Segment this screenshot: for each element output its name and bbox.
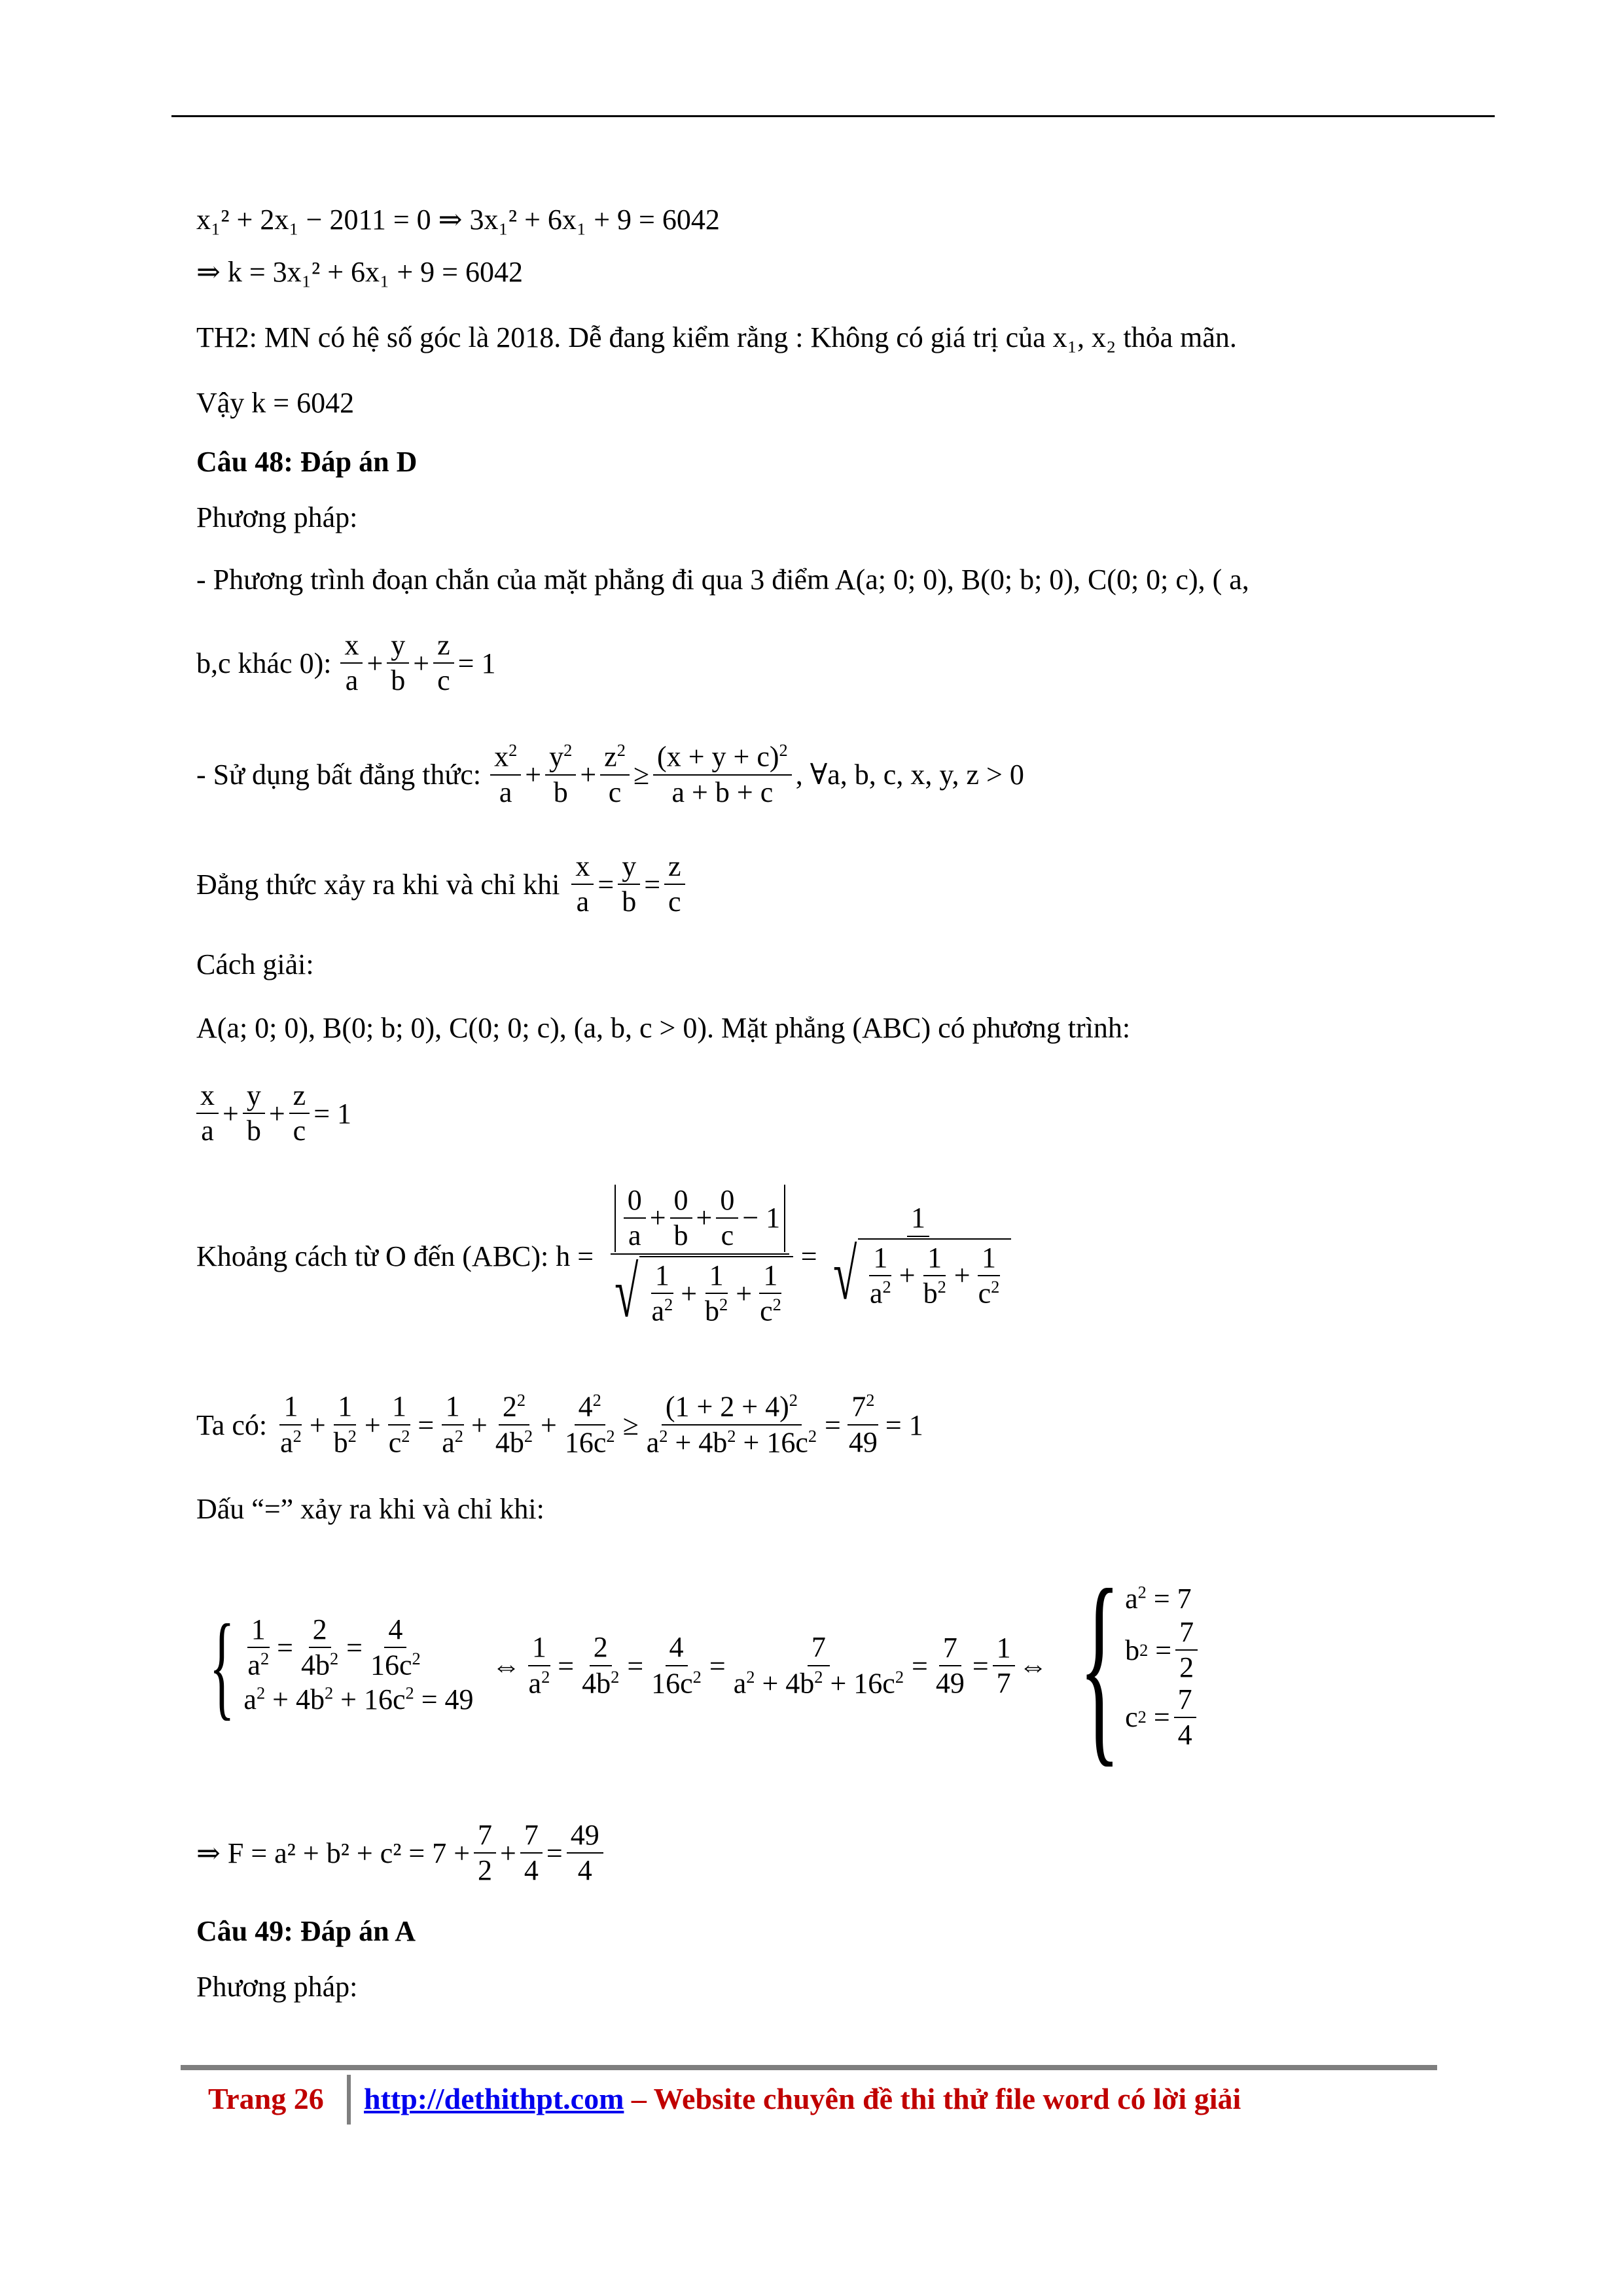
conclusion-line: Vậy k = 6042 bbox=[196, 387, 355, 419]
q48-bullet-2-tail: , ∀a, b, c, x, y, z > 0 bbox=[795, 759, 1024, 791]
q48-dau-label: Dấu “=” xảy ra khi và chỉ khi: bbox=[196, 1493, 544, 1525]
equality-system: { $\frac{1}{a^2}$ = $\frac{2}{4b^2}$ = $\frac{4}{16c^2}$ $a^2 + 4b^2 + 16c^2 = 49$ ⇔ $\frac{1}{a^2}$ = $\frac{2}{4b^2}$ = $\frac{4}{16c^2}$ = $\frac{7}{a^2 + 4b^2 + 16c^2}$ = $\frac{7}{49}$ = $\frac{1}{7}$ ⇔ { $a^2 = 7$ b 2 = $\frac{7}{2}$ c 2 = $\frac{7}{4}$ bbox=[194, 1558, 1202, 1774]
q48-heading: Câu 48: Đáp án D bbox=[196, 446, 418, 478]
footer-page-number: Trang 26 bbox=[208, 2082, 324, 2115]
footer-tagline: – Website chuyên đề thi thử file word có lời giải bbox=[624, 2082, 1241, 2115]
q48-bullet-1: - Phương trình đoạn chắn của mặt phẳng đi qua 3 điểm A(a; 0; 0), B(0; b; 0), C(0; 0; c), ( a, bbox=[196, 564, 1249, 596]
q48-taco-label: Ta có: bbox=[196, 1408, 268, 1441]
q49-method-label: Phương pháp: bbox=[196, 1971, 358, 2003]
inequality-line: - Sử dụng bất đẳng thức: $\frac{x^2}{a}$ + $\frac{y^2}{b}$ + $\frac{z^2}{c}$ ≥ $\frac{(x + y + c)^2}{a + b + c}$ , ∀a, b, c, x, y, z > 0 bbox=[196, 740, 1024, 809]
footer-text bbox=[364, 2081, 1241, 2116]
footer-bar bbox=[181, 2065, 1437, 2070]
header-rule bbox=[171, 115, 1495, 117]
th2-line: TH2: MN có hệ số góc là 2018. Dễ đang kiểm rằng : Không có giá trị của x₁, x₂ thỏa mãn. bbox=[196, 321, 1237, 353]
q48-bullet-1-cont: b,c khác 0): bbox=[196, 647, 332, 679]
q48-bullet-2: - Sử dụng bất đẳng thức: bbox=[196, 759, 482, 791]
footer-url-link[interactable]: http://dethithpt.com bbox=[364, 2082, 624, 2115]
result-line: ⇒ F = a² + b² + c² = 7 + $\frac{7}{2}$ + $\frac{7}{4}$ = $\frac{49}{4}$ bbox=[196, 1820, 607, 1887]
q48-equality-label: Đẳng thức xảy ra khi và chỉ khi bbox=[196, 868, 560, 901]
q48-method-label: Phương pháp: bbox=[196, 501, 358, 533]
equation-line-2: ⇒ k = 3x₁² + 6x₁ + 9 = 6042 bbox=[196, 256, 523, 288]
taco-inequality: Ta có: $\frac{1}{a^2}$ + $\frac{1}{b^2}$ + $\frac{1}{c^2}$ = $\frac{1}{a^2}$ + $\frac{2^2}{4b^2}$ + $\frac{4^2}{16c^2}$ ≥ $\frac{(1 + 2 + 4)^2}{a^2 + 4b^2 + 16c^2}$ = $\frac{7^2}{49}$ = 1 bbox=[196, 1390, 923, 1459]
footer-divider bbox=[347, 2075, 351, 2125]
distance-formula: Khoảng cách từ O đến (ABC): h = $\frac{0}{a}$ + $\frac{0}{b}$ + $\frac{0}{c}$ − 1 √ $\frac{1}{a^2}$ + $\frac{1}{b^2}$ + $\frac{1}{c^2}$ = 1 √ $\frac{1}{a^2}$ + $\frac{1}{b^2}$ + $\frac{1}{c^2}$ bbox=[196, 1185, 1019, 1328]
q48-solution-label: Cách giải: bbox=[196, 948, 314, 980]
equation-line-1: x₁² + 2x₁ − 2011 = 0 ⇒ 3x₁² + 6x₁ + 9 = 6042 bbox=[196, 204, 720, 236]
q48-distance-label: Khoảng cách từ O đến (ABC): h = bbox=[196, 1240, 594, 1272]
plane-equation: $\frac{x}{a}$ + $\frac{y}{b}$ + $\frac{z}{c}$ = 1 bbox=[196, 1080, 351, 1147]
q48-result: ⇒ F = a² + b² + c² = 7 + bbox=[196, 1837, 471, 1869]
equality-condition: Đẳng thức xảy ra khi và chỉ khi $\frac{x}{a}$ = $\frac{y}{b}$ = $\frac{z}{c}$ bbox=[196, 851, 689, 918]
q49-heading: Câu 49: Đáp án A bbox=[196, 1915, 416, 1947]
intercept-equation: b,c khác 0): $\frac{x}{a}$ + $\frac{y}{b}$ + $\frac{z}{c}$ = 1 bbox=[196, 629, 496, 697]
q48-setup: A(a; 0; 0), B(0; b; 0), C(0; 0; c), (a, b, c > 0). Mặt phẳng (ABC) có phương trình: bbox=[196, 1012, 1131, 1044]
